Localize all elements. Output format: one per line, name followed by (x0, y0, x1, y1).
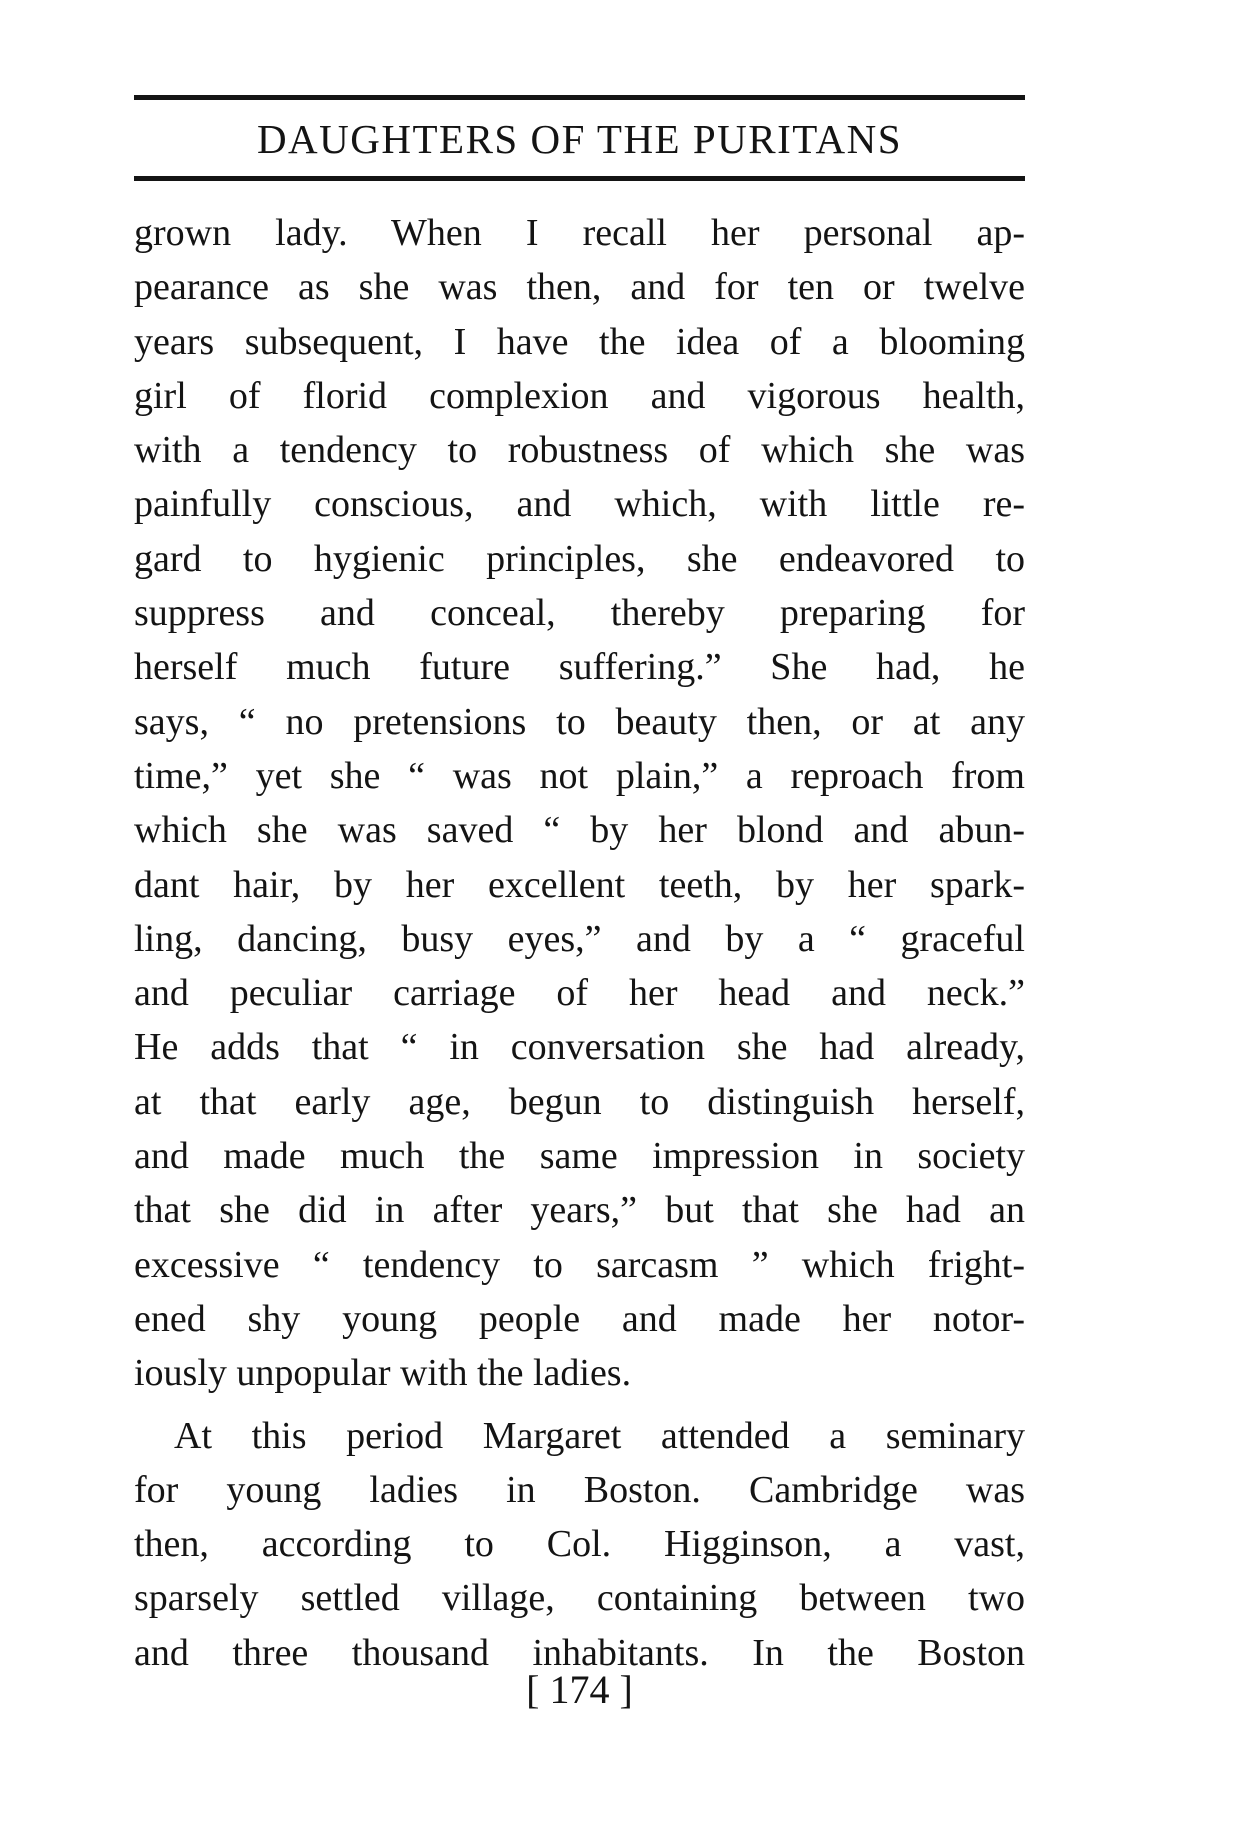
text-line: for young ladies in Boston. Cambridge was (134, 1468, 1025, 1511)
text-line: with a tendency to robustness of which she was (134, 429, 1025, 472)
text-line: herself much future suffering.” She had, he (134, 646, 1025, 689)
text-line: and made much the same impression in society (134, 1135, 1025, 1178)
text-line: sparsely settled village, containing between two (134, 1577, 1025, 1620)
text-line: which she was saved “ by her blond and abun- (134, 809, 1025, 852)
paragraph-gap (134, 1401, 1025, 1409)
running-head: DAUGHTERS OF THE PURITANS (256, 116, 903, 162)
text-line: He adds that “ in conversation she had already, (134, 1026, 1025, 1069)
text-line: suppress and conceal, thereby preparing for (134, 592, 1025, 635)
text-line: ling, dancing, busy eyes,” and by a “ graceful (134, 917, 1025, 960)
text-line: that she did in after years,” but that she had an (134, 1189, 1025, 1232)
text-line: years subsequent, I have the idea of a blooming (134, 320, 1025, 363)
text-line: and peculiar carriage of her head and neck.” (134, 972, 1025, 1015)
body-text (134, 206, 1025, 1680)
text-line: excessive “ tendency to sarcasm ” which fright- (134, 1243, 1025, 1286)
text-line: painfully conscious, and which, with little re- (134, 483, 1025, 526)
text-line: time,” yet she “ was not plain,” a reproach from (134, 754, 1025, 797)
text-line: grown lady. When I recall her personal ap- (134, 212, 1025, 254)
page-number: [ 174 ] (526, 1667, 633, 1712)
header-rule-top (134, 95, 1025, 100)
paragraph (134, 206, 1025, 1401)
text-line: iously unpopular with the ladies. (134, 1352, 632, 1395)
text-line: and three thousand inhabitants. In the Boston (134, 1631, 1025, 1674)
paragraph (134, 1409, 1025, 1680)
text-line: ened shy young people and made her notor- (134, 1297, 1025, 1340)
header-rule-bottom (134, 176, 1025, 181)
text-line: then, according to Col. Higginson, a vast, (134, 1523, 1025, 1566)
text-line: at that early age, begun to distinguish herself, (134, 1080, 1025, 1123)
text-line: pearance as she was then, and for ten or twelve (134, 266, 1025, 309)
text-line: At this period Margaret attended a seminary (174, 1414, 1025, 1457)
text-line: girl of florid complexion and vigorous health, (134, 374, 1025, 417)
text-line: gard to hygienic principles, she endeavored to (134, 537, 1025, 580)
text-line: dant hair, by her excellent teeth, by her spark- (134, 863, 1025, 906)
text-line: says, “ no pretensions to beauty then, or at any (134, 700, 1025, 743)
